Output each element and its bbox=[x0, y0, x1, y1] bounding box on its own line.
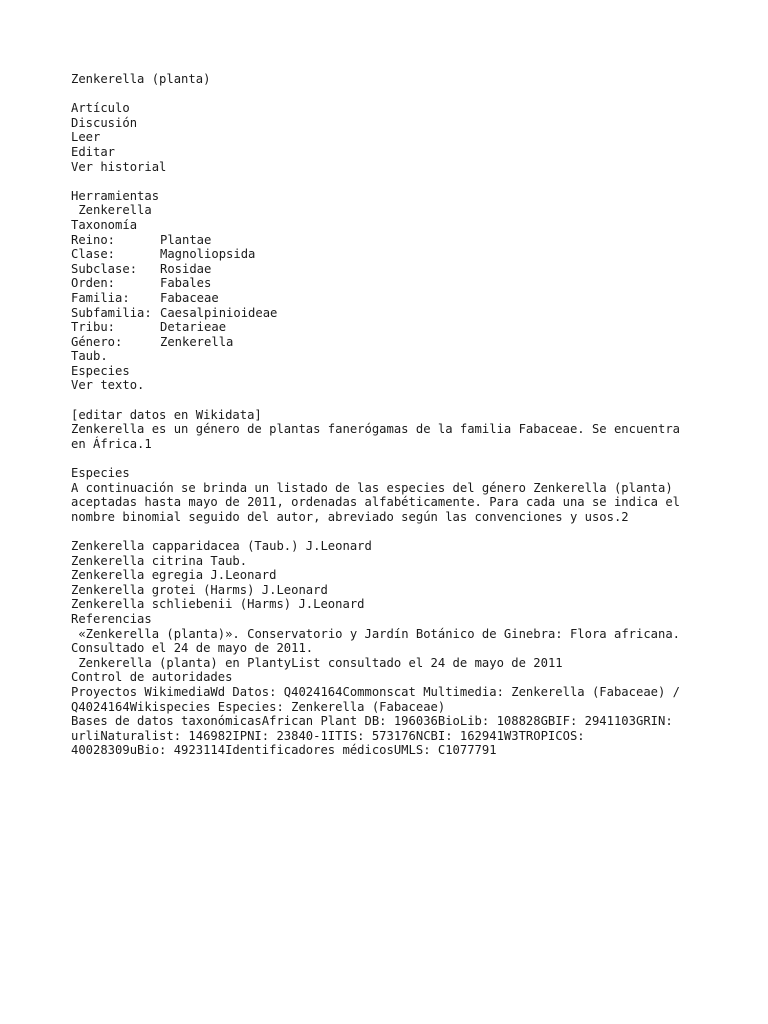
taxonomy-key: Subfamilia: bbox=[71, 305, 152, 320]
taxonomy-value[interactable]: Detarieae bbox=[160, 320, 227, 335]
taxonomy-value[interactable]: Fabaceae bbox=[160, 290, 219, 305]
spacer bbox=[71, 174, 711, 189]
list-item[interactable]: Zenkerella citrina Taub. bbox=[71, 553, 248, 568]
taxonomy-key: Género: bbox=[71, 334, 123, 349]
taxonomy-row-orden bbox=[71, 276, 711, 291]
taxonomy-key: Tribu: bbox=[71, 320, 116, 335]
document-page bbox=[71, 72, 711, 758]
nav-tab-discussion[interactable]: Discusión bbox=[71, 115, 138, 130]
taxonomy-row-familia bbox=[71, 291, 711, 306]
taxonomy-value[interactable]: Fabales bbox=[160, 276, 212, 291]
reference-item[interactable]: Zenkerella (planta) en PlantyList consultado el 24 de mayo de 2011 bbox=[71, 655, 563, 670]
authority-projects[interactable]: Proyectos WikimediaWd Datos: Q4024164Commonscat Multimedia: Zenkerella (Fabaceae) / Q4024164Wikispecies Especies: Zenkerella (Fabaceae) bbox=[71, 684, 681, 714]
species-heading: Especies bbox=[71, 466, 130, 481]
taxonomy-row-clase bbox=[71, 247, 711, 262]
edit-wikidata-link[interactable]: [editar datos en Wikidata] bbox=[71, 407, 262, 422]
taxonomy-key: Familia: bbox=[71, 290, 130, 305]
reference-item[interactable]: «Zenkerella (planta)». Conservatorio y Jardín Botánico de Ginebra: Flora africana. Consultado el 24 de mayo de 2011. bbox=[71, 626, 681, 656]
species-label: Especies bbox=[71, 363, 130, 378]
taxonomy-value[interactable]: Magnoliopsida bbox=[160, 247, 256, 262]
taxonomy-label: Taxonomía bbox=[71, 217, 138, 232]
spacer bbox=[71, 524, 711, 539]
taxonomy-key: Orden: bbox=[71, 276, 116, 291]
list-item[interactable]: Zenkerella egregia J.Leonard bbox=[71, 568, 277, 583]
page-title: Zenkerella (planta) bbox=[71, 72, 211, 86]
list-item[interactable]: Zenkerella capparidacea (Taub.) J.Leonard bbox=[71, 539, 372, 553]
intro-paragraph: Zenkerella es un género de plantas fanerógamas de la familia Fabaceae. Se encuentra en África.1 bbox=[71, 422, 681, 451]
list-item[interactable]: Zenkerella grotei (Harms) J.Leonard bbox=[71, 582, 328, 597]
taxonomy-key: Subclase: bbox=[71, 261, 138, 276]
nav-tab-history[interactable]: Ver historial bbox=[71, 159, 167, 174]
taxonomy-value[interactable]: Plantae bbox=[160, 232, 212, 247]
taxonomy-row-genero bbox=[71, 335, 711, 350]
taxonomy-key: Reino: bbox=[71, 232, 116, 247]
taxonomy-row-subclase bbox=[71, 262, 711, 277]
spacer bbox=[71, 451, 711, 466]
nav-tab-read[interactable]: Leer bbox=[71, 130, 101, 145]
taxonomy-value[interactable]: Rosidae bbox=[160, 261, 212, 276]
taxon-author[interactable]: Taub. bbox=[71, 349, 108, 364]
taxonomy-row-subfamilia bbox=[71, 306, 711, 321]
taxonomy-key: Clase: bbox=[71, 247, 116, 262]
taxobox bbox=[71, 203, 711, 393]
species-paragraph: A continuación se brinda un listado de las especies del género Zenkerella (planta) aceptadas hasta mayo de 2011, ordenadas alfabéticamente. Para cada una se indica el nombre binomial seguido del autor, abreviado según las convenciones y usos.2 bbox=[71, 480, 681, 524]
spacer bbox=[71, 393, 711, 408]
species-list bbox=[71, 539, 711, 612]
taxonomy-row-reino bbox=[71, 233, 711, 248]
species-see-text-link[interactable]: Ver texto. bbox=[71, 378, 145, 393]
spacer bbox=[71, 87, 711, 102]
nav-tab-article[interactable]: Artículo bbox=[71, 101, 130, 116]
taxonomy-row-tribu bbox=[71, 320, 711, 335]
taxonomy-value: Zenkerella bbox=[160, 334, 234, 349]
authority-databases[interactable]: Bases de datos taxonómicasAfrican Plant DB: 196036BioLib: 108828GBIF: 2941103GRIN: urliNaturalist: 146982IPNI: 23840-1ITIS: 573176NCBI: 162941W3TROPICOS: 40028309uBio: 4923114Identificadores médicosUMLS: C1077791 bbox=[71, 714, 673, 758]
nav-tab-edit[interactable]: Editar bbox=[71, 144, 116, 159]
tools-menu[interactable]: Herramientas bbox=[71, 188, 160, 203]
references-heading: Referencias bbox=[71, 611, 152, 626]
list-item[interactable]: Zenkerella schliebenii (Harms) J.Leonard bbox=[71, 597, 365, 612]
taxonomy-value[interactable]: Caesalpinioideae bbox=[160, 305, 278, 320]
authority-control-heading: Control de autoridades bbox=[71, 670, 233, 685]
taxobox-name: Zenkerella bbox=[71, 203, 152, 218]
